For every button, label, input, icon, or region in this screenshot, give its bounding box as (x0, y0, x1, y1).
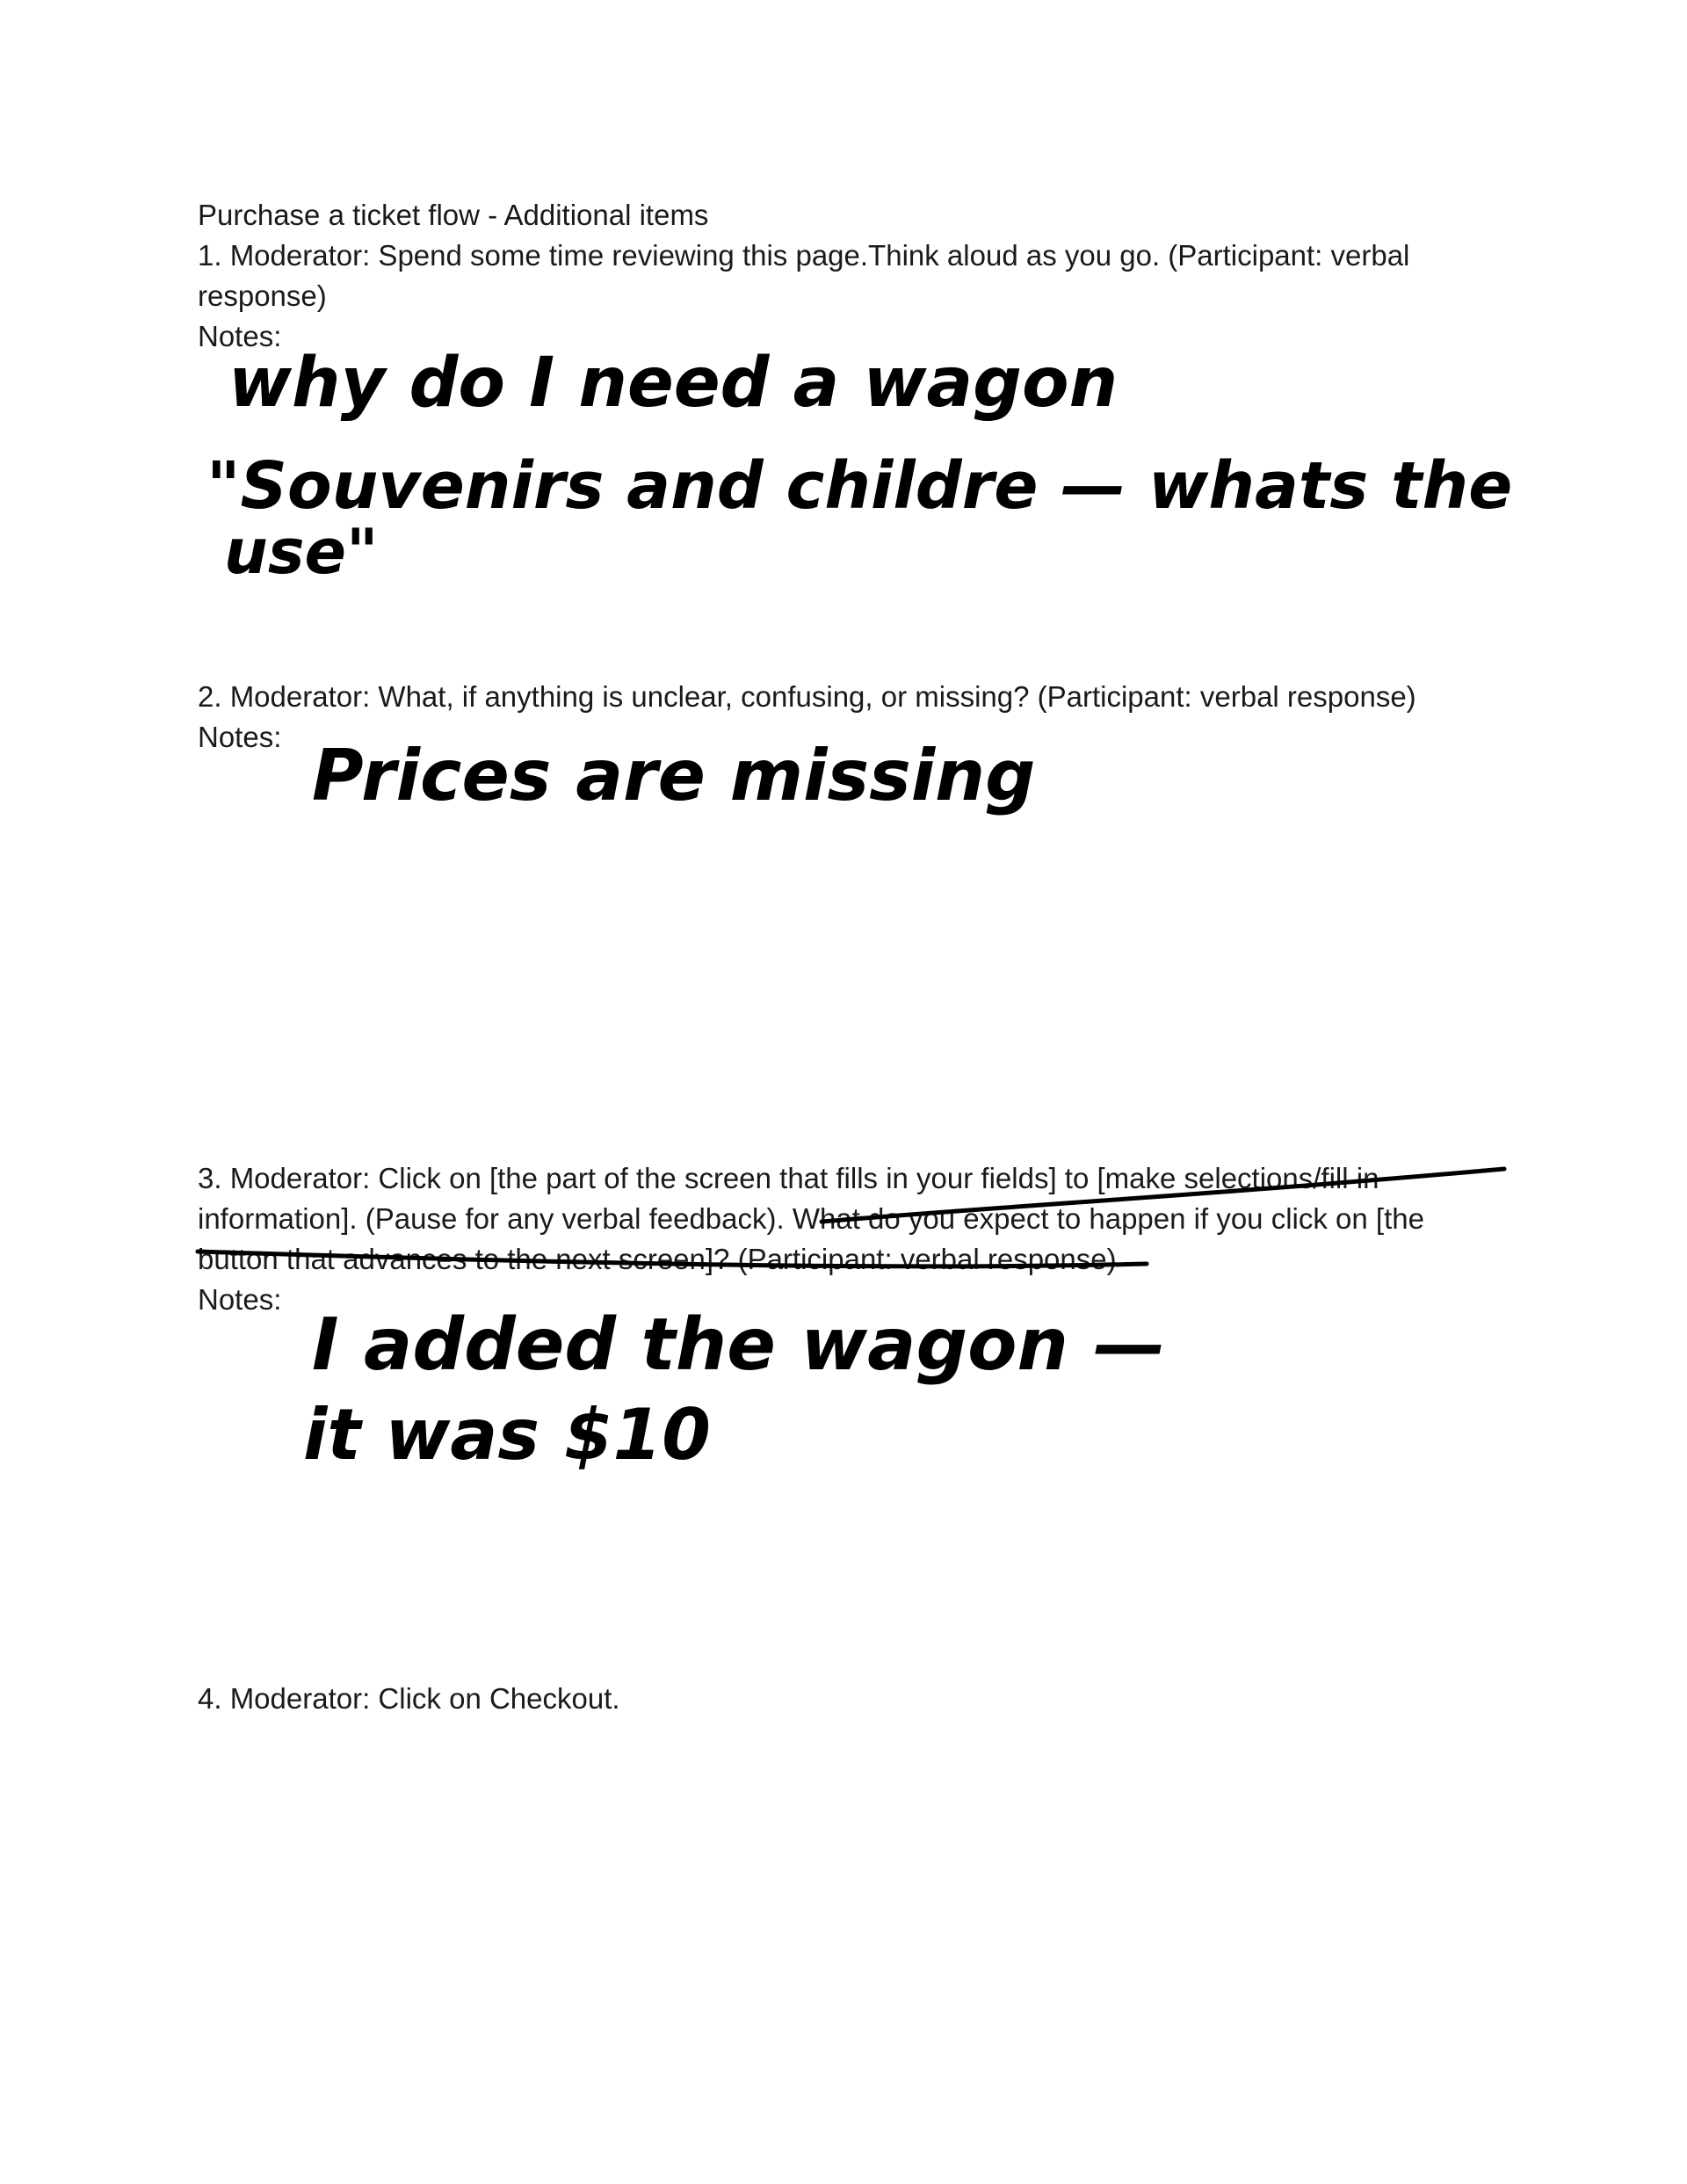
question-2-line-1: 2. Moderator: What, if anything is unclear, confusing, or missing? (Participant: verbal response) (198, 680, 1416, 713)
handwritten-note-2-line-1: Prices are missing (312, 735, 1036, 816)
question-2-notes-label: Notes: (198, 721, 282, 753)
question-1-line-1: 1. Moderator: Spend some time reviewing this page.Think aloud as you go. (Participant: verbal (198, 239, 1410, 272)
handwritten-note-3-line-2: it was $10 (303, 1394, 711, 1476)
handwritten-note-1-line-3: use" (224, 516, 379, 588)
handwritten-note-1-line-2: "Souvenirs and childre — whats the (206, 448, 1513, 524)
question-3-notes-label: Notes: (198, 1283, 282, 1316)
handwritten-note-1-line-1: why do I need a wagon (228, 344, 1119, 423)
question-3-line-3: button that advances to the next screen]? (Participant: verbal response) (198, 1243, 1117, 1275)
handwritten-note-3-line-1: I added the wagon — (312, 1303, 1166, 1387)
question-3-line-1: 3. Moderator: Click on [the part of the screen that fills in your fields] to [make selections/fill in (198, 1162, 1379, 1194)
question-4-line-1: 4. Moderator: Click on Checkout. (198, 1682, 620, 1715)
document-title: Purchase a ticket flow - Additional items (198, 199, 709, 231)
question-1-notes-label: Notes: (198, 320, 282, 352)
question-1-line-2: response) (198, 279, 327, 312)
question-3-line-2: information]. (Pause for any verbal feedback). What do you expect to happen if you click on [the (198, 1202, 1424, 1235)
